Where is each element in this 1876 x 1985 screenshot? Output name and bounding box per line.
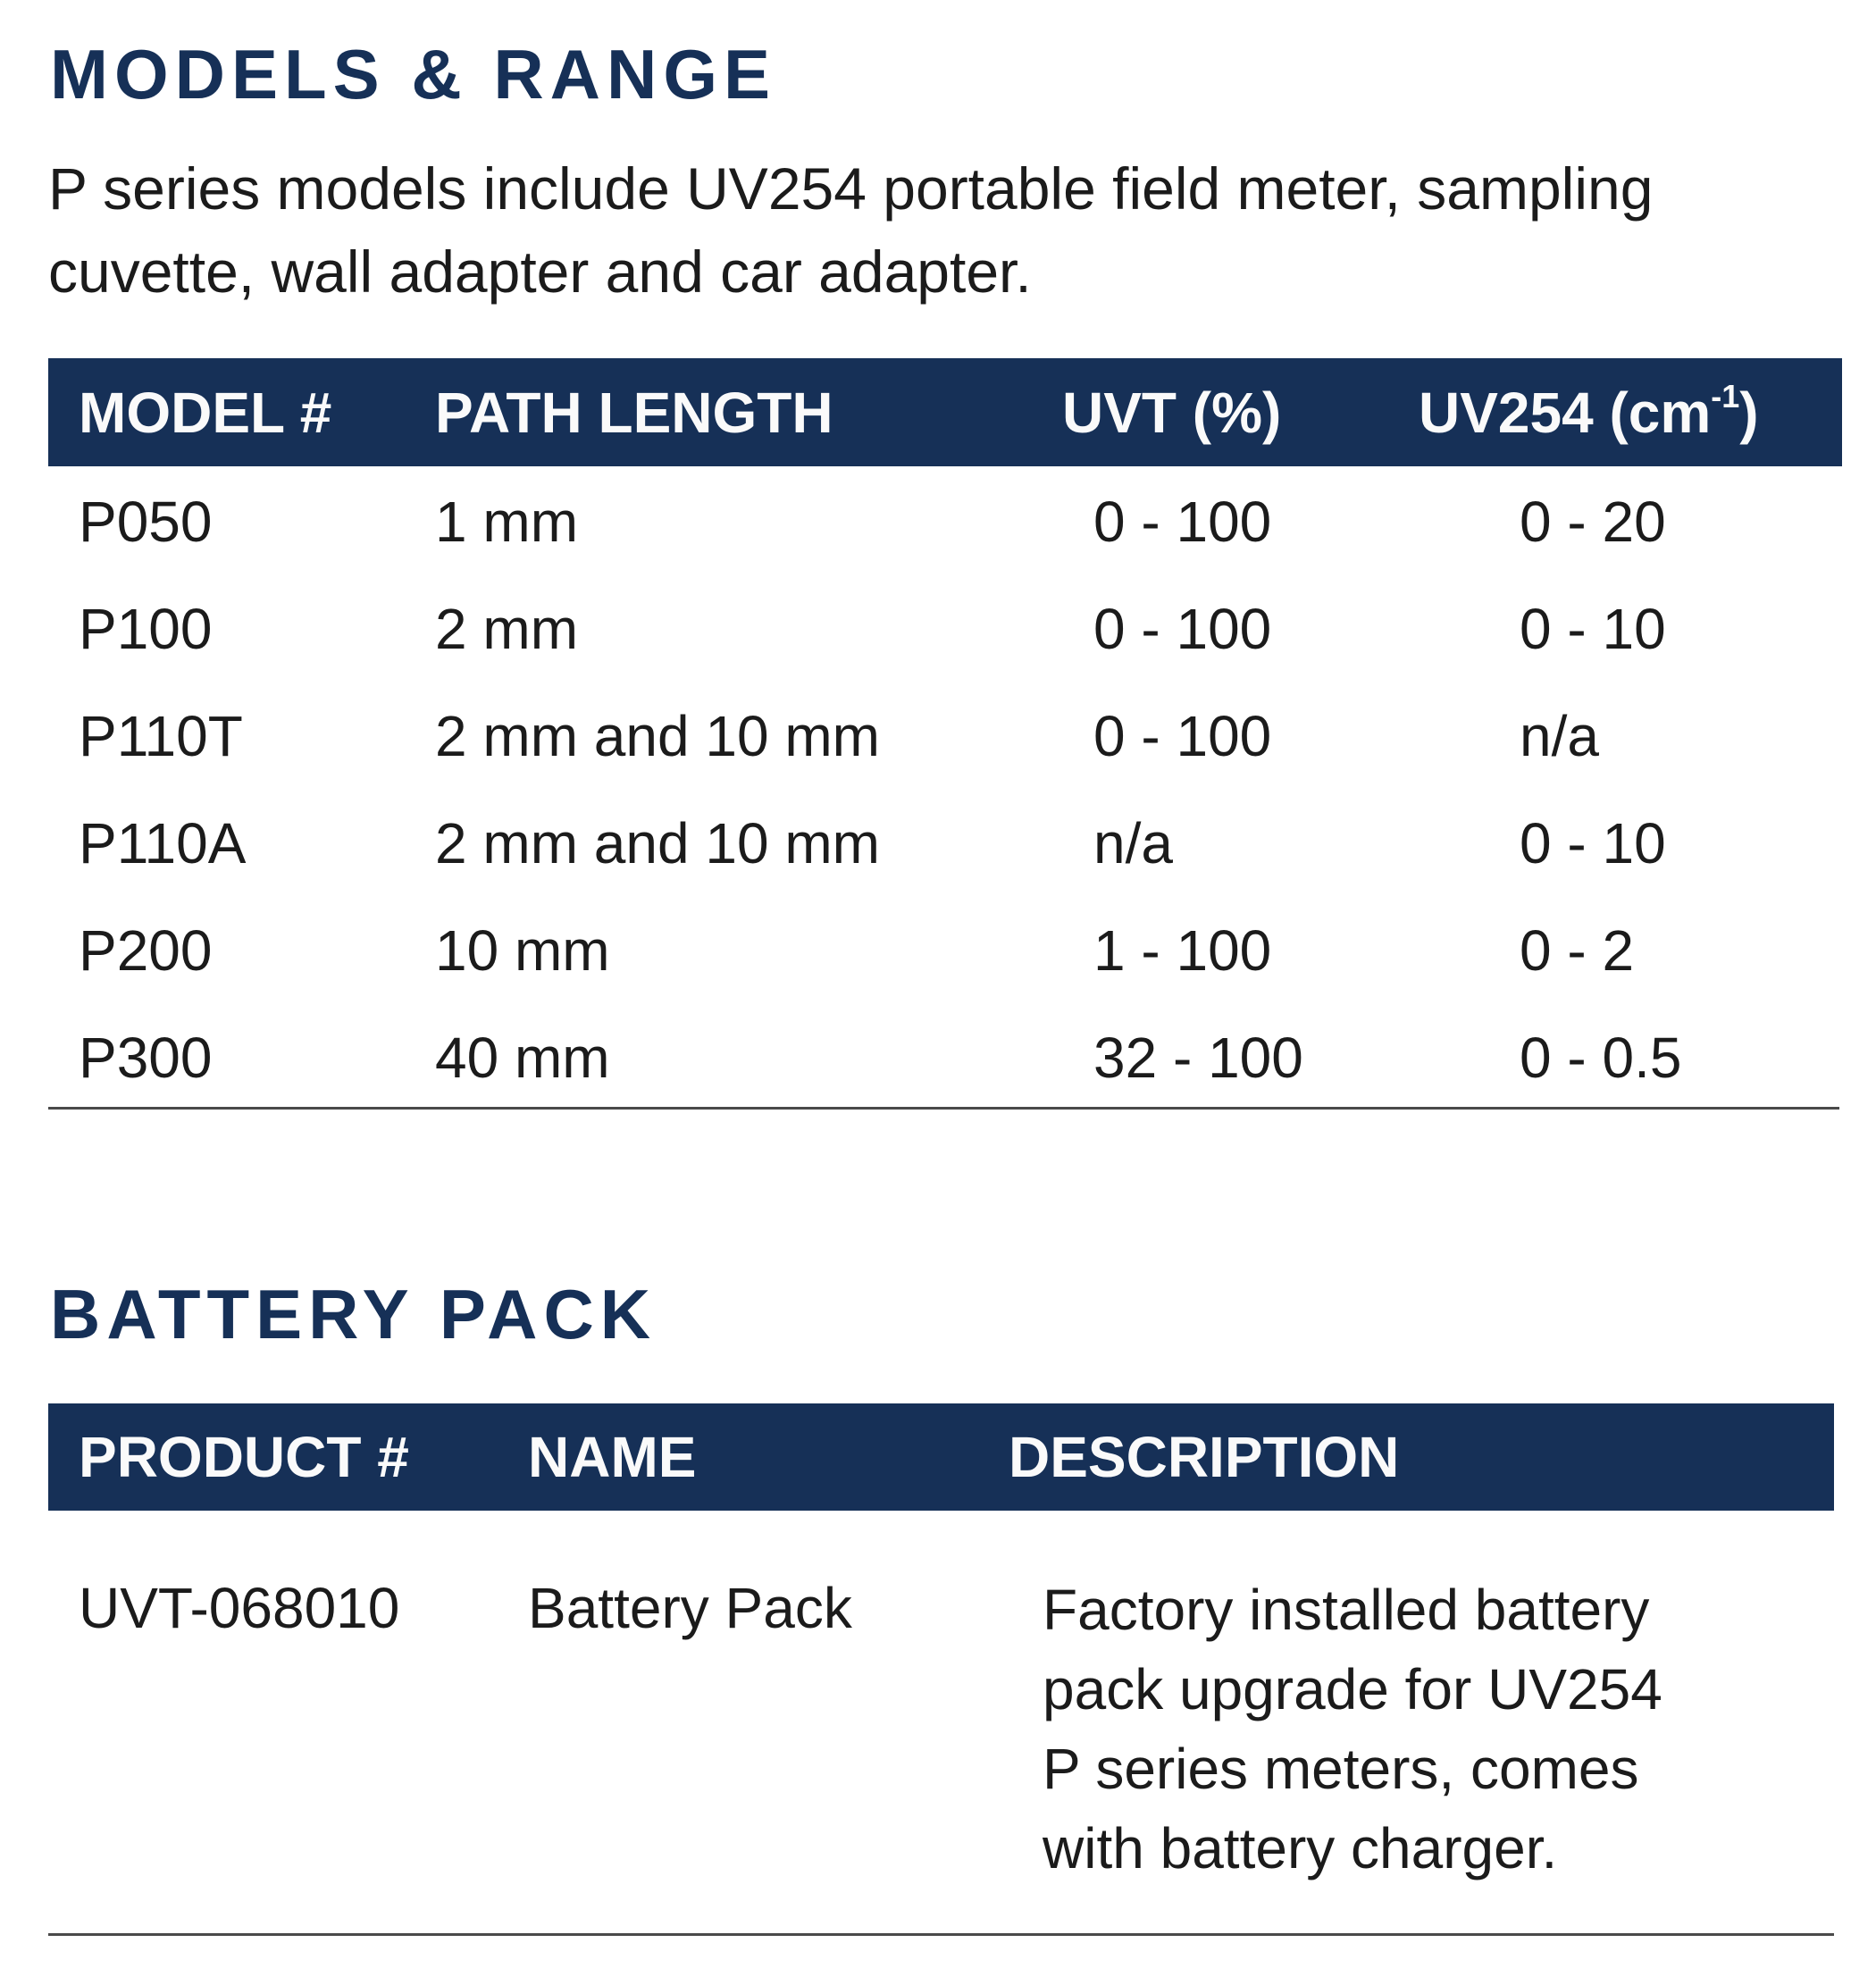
uv254-close: ) xyxy=(1739,380,1759,445)
table-row xyxy=(48,790,1839,897)
battery-table-bottom-rule xyxy=(48,1933,1834,1936)
cell-uvt: 1 - 100 xyxy=(1093,918,1272,983)
cell-path: 10 mm xyxy=(435,918,610,983)
product-number: UVT-068010 xyxy=(79,1576,400,1640)
cell-path: 2 mm and 10 mm xyxy=(435,811,880,875)
uv254-label: UV254 (cm xyxy=(1419,380,1712,445)
cell-uvt: n/a xyxy=(1093,811,1173,875)
cell-model: P110A xyxy=(79,811,247,875)
col-header-name: NAME xyxy=(528,1425,697,1489)
cell-path: 2 mm and 10 mm xyxy=(435,704,880,768)
description-line: with battery charger. xyxy=(1043,1816,1558,1880)
cell-uvt: 32 - 100 xyxy=(1093,1026,1303,1090)
cell-model: P110T xyxy=(79,704,243,768)
description-line: P series meters, comes xyxy=(1043,1737,1639,1801)
cell-model: P200 xyxy=(79,918,213,983)
cell-model: P050 xyxy=(79,490,213,554)
cell-uv254: 0 - 20 xyxy=(1520,490,1666,554)
cell-model: P300 xyxy=(79,1026,213,1090)
table-row xyxy=(48,897,1839,1004)
cell-model: P100 xyxy=(79,597,213,661)
models-table-header xyxy=(48,358,1842,466)
table-row xyxy=(48,575,1839,683)
table-row xyxy=(48,683,1839,790)
cell-uv254: 0 - 10 xyxy=(1520,597,1666,661)
product-description xyxy=(1043,1570,1811,1889)
table-row xyxy=(48,468,1839,575)
col-header-model: MODEL # xyxy=(79,380,332,445)
col-header-uvt: UVT (%) xyxy=(1062,380,1282,445)
battery-table-header xyxy=(48,1403,1834,1511)
cell-uv254: 0 - 10 xyxy=(1520,811,1666,875)
models-description: P series models include UV254 portable field meter, sampling cuvette, wall adapter and car adapter. xyxy=(48,155,1654,305)
description-line: pack upgrade for UV254 xyxy=(1043,1657,1662,1721)
battery-pack-heading: BATTERY PACK xyxy=(50,1275,657,1353)
cell-uvt: 0 - 100 xyxy=(1093,490,1272,554)
models-table-bottom-rule xyxy=(48,1107,1839,1110)
product-name: Battery Pack xyxy=(528,1576,852,1640)
cell-uv254: n/a xyxy=(1520,704,1599,768)
cell-uv254: 0 - 0.5 xyxy=(1520,1026,1682,1090)
cell-path: 1 mm xyxy=(435,490,578,554)
cell-uvt: 0 - 100 xyxy=(1093,597,1272,661)
col-header-uv254 xyxy=(1419,377,1759,445)
cell-uvt: 0 - 100 xyxy=(1093,704,1272,768)
col-header-description: DESCRIPTION xyxy=(1009,1425,1400,1489)
table-row xyxy=(48,1004,1839,1111)
cell-path: 40 mm xyxy=(435,1026,610,1090)
cell-path: 2 mm xyxy=(435,597,578,661)
col-header-path-length: PATH LENGTH xyxy=(435,380,833,445)
cell-uv254: 0 - 2 xyxy=(1520,918,1635,983)
description-line: Factory installed battery xyxy=(1043,1578,1650,1642)
models-range-heading: MODELS & RANGE xyxy=(50,35,777,113)
col-header-product: PRODUCT # xyxy=(79,1425,409,1489)
uv254-superscript: -1 xyxy=(1711,377,1740,415)
